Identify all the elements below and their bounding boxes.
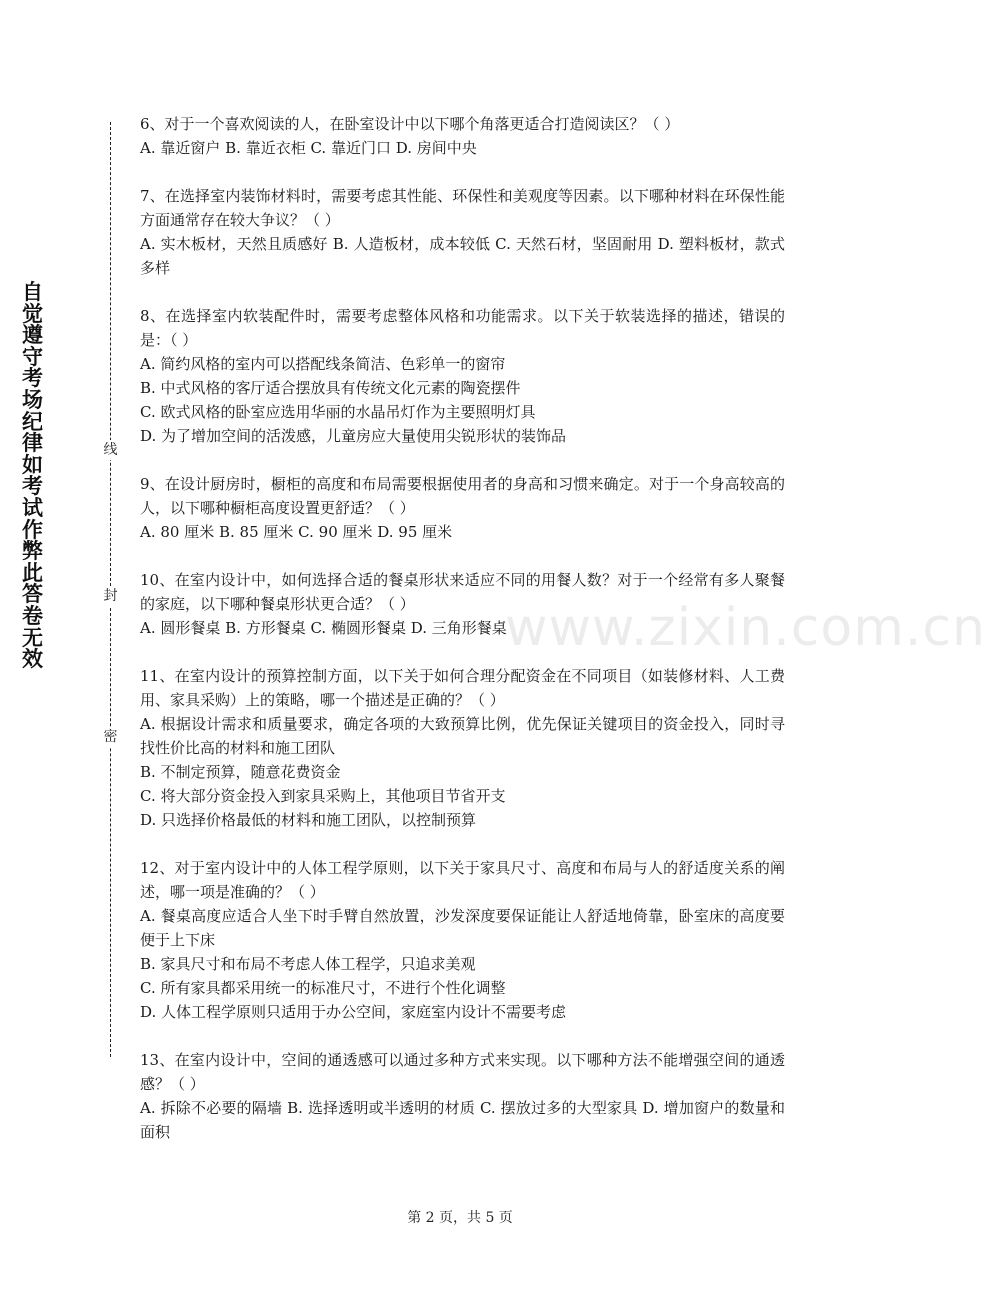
option-c: C. 将大部分资金投入到家具采购上，其他项目节省开支: [140, 787, 506, 805]
option-c: C. 欧式风格的卧室应选用华丽的水晶吊灯作为主要照明灯具: [140, 403, 536, 421]
question-stem: 12、对于室内设计中的人体工程学原则，以下关于家具尺寸、高度和布局与人的舒适度关系的阐述，哪一项是准确的？（ ）: [140, 859, 785, 901]
question-stem: 6、对于一个喜欢阅读的人，在卧室设计中以下哪个角落更适合打造阅读区？（ ）: [140, 115, 680, 133]
question-12: [140, 856, 785, 1024]
question-7: [140, 184, 785, 280]
option-b: B. 中式风格的客厅适合摆放具有传统文化元素的陶瓷摆件: [140, 379, 521, 397]
question-stem: 9、在设计厨房时，橱柜的高度和布局需要根据使用者的身高和习惯来确定。对于一个身高较高的人，以下哪种橱柜高度设置更舒适？（ ）: [140, 475, 785, 517]
option-d: D. 人体工程学原则只适用于办公空间，家庭室内设计不需要考虑: [140, 1003, 567, 1021]
option-d: D. 只选择价格最低的材料和施工团队，以控制预算: [140, 811, 477, 829]
question-8: [140, 304, 785, 448]
option-a: A. 餐桌高度应适合人坐下时手臂自然放置，沙发深度要保证能让人舒适地倚靠，卧室床的高度要便于上下床: [140, 907, 785, 949]
question-options: A. 拆除不必要的隔墙 B. 选择透明或半透明的材质 C. 摆放过多的大型家具 D. 增加窗户的数量和面积: [140, 1099, 785, 1141]
question-11: [140, 664, 785, 832]
question-stem: 13、在室内设计中，空间的通透感可以通过多种方式来实现。以下哪种方法不能增强空间的通透感？（ ）: [140, 1051, 785, 1093]
option-b: B. 不制定预算，随意花费资金: [140, 763, 341, 781]
option-b: B. 家具尺寸和布局不考虑人体工程学，只追求美观: [140, 955, 476, 973]
question-list: [140, 112, 785, 1168]
question-stem: 8、在选择室内软装配件时，需要考虑整体风格和功能需求。以下关于软装选择的描述，错误的是：（ ）: [140, 307, 785, 349]
question-stem: 11、在室内设计的预算控制方面，以下关于如何合理分配资金在不同项目（如装修材料、人工费用、家具采购）上的策略，哪一个描述是正确的？（ ）: [140, 667, 785, 709]
question-stem: 7、在选择室内装饰材料时，需要考虑其性能、环保性和美观度等因素。以下哪种材料在环保性能方面通常存在较大争议？（ ）: [140, 187, 785, 229]
question-10: [140, 568, 785, 640]
question-options: A. 80 厘米 B. 85 厘米 C. 90 厘米 D. 95 厘米: [140, 523, 453, 541]
question-stem: 10、在室内设计中，如何选择合适的餐桌形状来适应不同的用餐人数？对于一个经常有多人聚餐的家庭，以下哪种餐桌形状更合适？（ ）: [140, 571, 785, 613]
question-options: A. 圆形餐桌 B. 方形餐桌 C. 椭圆形餐桌 D. 三角形餐桌: [140, 619, 507, 637]
seal-mark-line: 线: [103, 442, 118, 458]
option-c: C. 所有家具都采用统一的标准尺寸，不进行个性化调整: [140, 979, 506, 997]
seal-mark-seal: 封: [103, 588, 118, 604]
page-footer: 第 2 页，共 5 页: [407, 1210, 513, 1226]
question-options: A. 靠近窗户 B. 靠近衣柜 C. 靠近门口 D. 房间中央: [140, 139, 477, 157]
question-13: [140, 1048, 785, 1144]
question-options: A. 实木板材，天然且质感好 B. 人造板材，成本较低 C. 天然石材，坚固耐用 D. 塑料板材，款式多样: [140, 235, 785, 277]
watermark: www.zixin.com.cn: [505, 598, 986, 658]
question-6: [140, 112, 785, 160]
option-a: A. 简约风格的室内可以搭配线条简洁、色彩单一的窗帘: [140, 355, 506, 373]
option-a: A. 根据设计需求和质量要求，确定各项的大致预算比例，优先保证关键项目的资金投入，同时寻找性价比高的材料和施工团队: [140, 715, 785, 757]
option-d: D. 为了增加空间的活泼感，儿童房应大量使用尖锐形状的装饰品: [140, 427, 567, 445]
exam-discipline-warning: 自觉遵守考场纪律如考试作弊此答卷无效: [22, 280, 43, 672]
seal-mark-secret: 密: [103, 729, 118, 745]
question-9: [140, 472, 785, 544]
